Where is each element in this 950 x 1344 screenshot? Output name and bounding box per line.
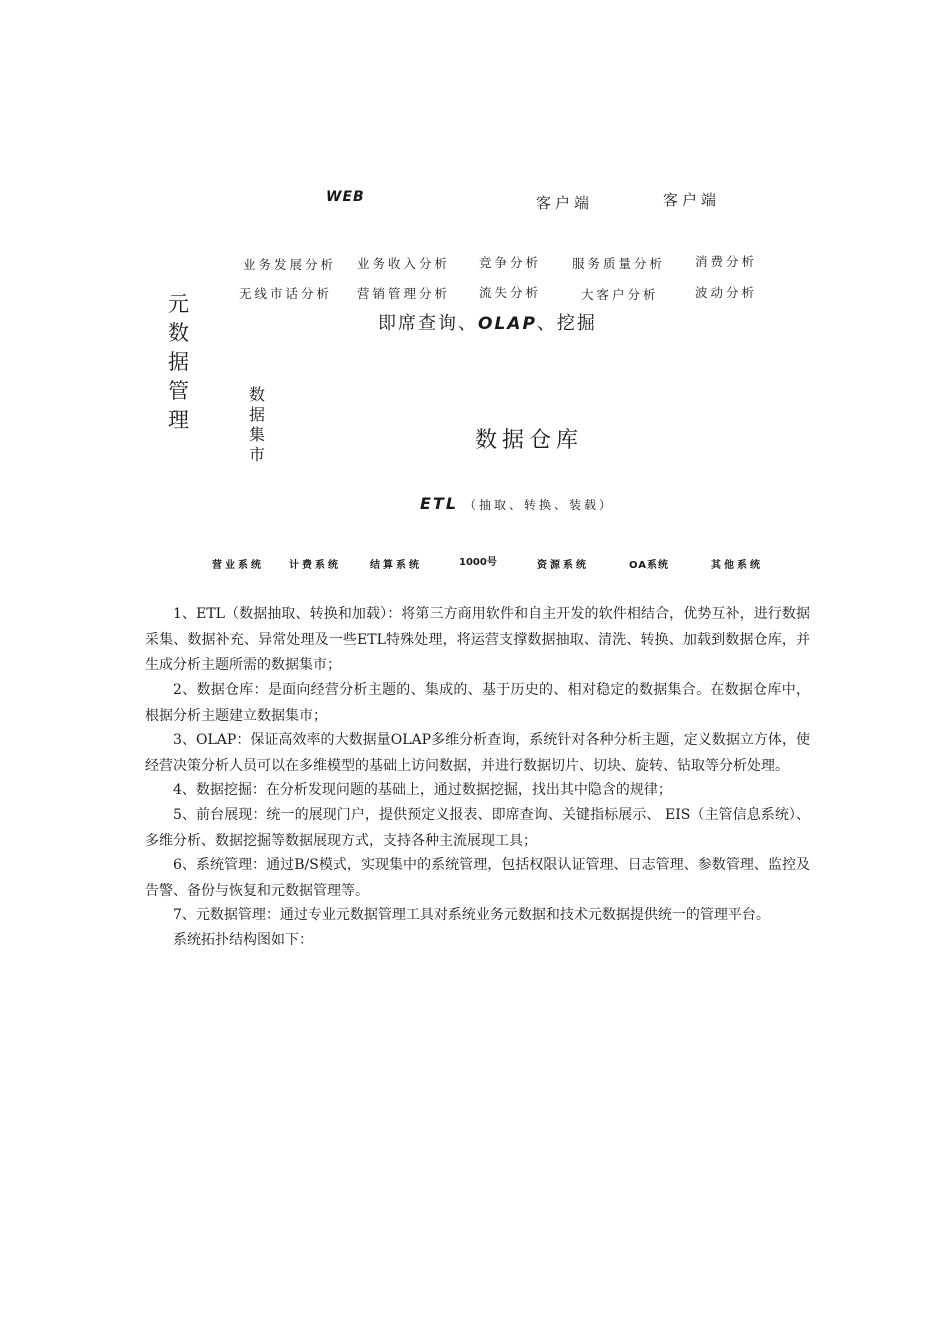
analysis-item: 服务质量分析: [572, 256, 666, 271]
analysis-item: 流失分析: [479, 285, 542, 300]
data-mart-label: [249, 385, 265, 465]
analysis-item: 波动分析: [695, 285, 758, 300]
olap-title-pre: 即席查询、: [378, 313, 478, 334]
metadata-char: 元: [168, 292, 189, 316]
source-system: 其他系统: [711, 560, 763, 571]
paragraph-text: 6、系统管理：通过B/S模式，实现集中的系统管理，包括权限认证管理、日志管理、参数管理、监控及告警、备份与恢复和元数据管理等。: [145, 857, 810, 899]
source-system: 结算系统: [370, 560, 422, 571]
paragraph-text: 2、数据仓库：是面向经营分析主题的、集成的、基于历史的、相对稳定的数据集合。在数据仓库中，根据分析主题建立数据集市；: [145, 682, 810, 724]
paragraph-system-management: [145, 853, 810, 904]
metadata-char: 理: [168, 408, 189, 432]
source-system: OA系统: [629, 560, 669, 571]
paragraph-data-warehouse: [145, 678, 810, 729]
etl-bold: ETL: [420, 494, 459, 513]
client-label-1: 客户端: [536, 194, 594, 212]
paragraph-etl: [145, 602, 810, 679]
paragraph-front-end: [145, 803, 810, 854]
metadata-char: 据: [168, 350, 189, 374]
paragraph-text: 系统拓扑结构图如下：: [173, 932, 313, 948]
metadata-management-label: [168, 290, 189, 435]
data-mart-char: 数: [249, 385, 266, 404]
metadata-char: 管: [168, 379, 189, 403]
source-system: 1000号: [459, 557, 497, 568]
olap-layer-title: [378, 309, 597, 335]
paragraph-data-mining: [145, 778, 810, 804]
analysis-item: 消费分析: [695, 254, 758, 269]
etl-detail: （抽取、转换、装载）: [464, 498, 615, 512]
paragraph-topology-intro: [145, 928, 810, 954]
etl-layer-label: [420, 494, 614, 513]
paragraph-text: 7、元数据管理：通过专业元数据管理工具对系统业务元数据和技术元数据提供统一的管理平台。: [173, 907, 770, 923]
data-mart-char: 市: [249, 445, 266, 464]
paragraph-olap: [145, 728, 810, 779]
olap-title-olap: OLAP: [478, 314, 537, 334]
source-system: 资源系统: [537, 560, 589, 571]
paragraph-text: 5、前台展现：统一的展现门户，提供预定义报表、即席查询、关键指标展示、 EIS（主管信息系统）、多维分析、数据挖掘等数据展现方式，支持各种主流展现工具；: [145, 807, 810, 849]
metadata-char: 数: [168, 321, 189, 345]
olap-title-post: 、挖掘: [536, 313, 597, 334]
web-client-label: WEB: [326, 189, 365, 205]
analysis-item: 业务收入分析: [357, 256, 451, 271]
source-system: 营业系统: [212, 560, 264, 571]
paragraph-text: 1、ETL（数据抽取、转换和加载）：将第三方商用软件和自主开发的软件相结合，优势互补，进行数据采集、数据补充、异常处理及一些ETL特殊处理，将运营支撑数据抽取、清洗、转换、加载到数据仓库，并生成分析主题所需的数据集市；: [145, 606, 810, 673]
paragraph-metadata-management: [145, 903, 810, 929]
paragraph-text: 4、数据挖掘：在分析发现问题的基础上，通过数据挖掘，找出其中隐含的规律；: [173, 782, 672, 798]
analysis-item: 大客户分析: [581, 287, 659, 302]
client-label-2: 客户端: [663, 191, 721, 209]
analysis-item: 无线市话分析: [239, 286, 333, 301]
data-mart-char: 据: [249, 405, 266, 424]
data-mart-char: 集: [249, 425, 266, 444]
analysis-item: 营销管理分析: [357, 286, 451, 301]
paragraph-text: 3、OLAP：保证高效率的大数据量OLAP多维分析查询，系统针对各种分析主题，定义数据立方体，使经营决策分析人员可以在多维模型的基础上访问数据，并进行数据切片、切块、旋转、钻取等分析处理。: [145, 732, 810, 774]
data-warehouse-label: 数据仓库: [475, 428, 584, 453]
source-system: 计费系统: [289, 560, 341, 571]
analysis-item: 竞争分析: [479, 255, 542, 270]
analysis-item: 业务发展分析: [243, 257, 337, 272]
